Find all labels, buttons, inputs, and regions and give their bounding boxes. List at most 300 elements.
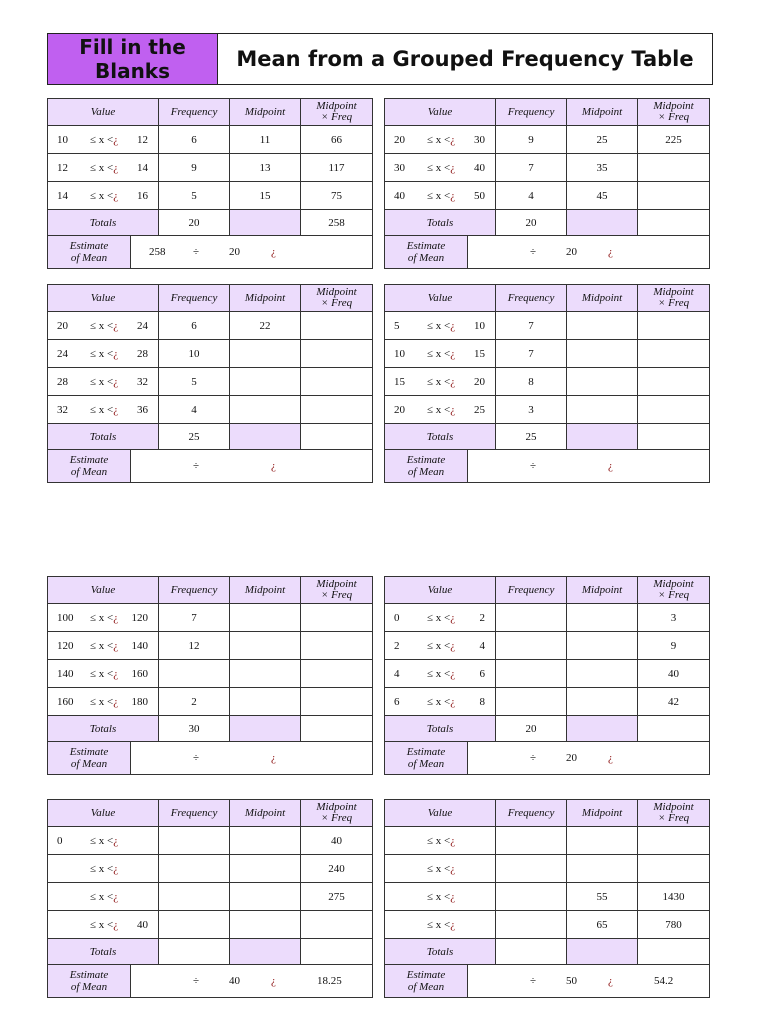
midpoint-cell[interactable]: 13 xyxy=(230,154,301,182)
class-interval-cell xyxy=(385,632,496,660)
midpoint-cell[interactable] xyxy=(567,632,638,660)
lower-bound[interactable]: 20 xyxy=(394,133,405,146)
midpoint-cell[interactable] xyxy=(567,688,638,716)
inequality-symbol: ≤ x <¿ xyxy=(427,133,456,146)
estimate-calculation xyxy=(131,965,373,998)
table-row xyxy=(48,855,373,883)
table-row xyxy=(48,604,373,632)
lower-bound[interactable]: 14 xyxy=(57,189,68,202)
estimate-result[interactable]: 18.25 xyxy=(317,975,342,987)
midpoint-x-freq-cell[interactable] xyxy=(301,340,373,368)
midpoint-x-freq-cell[interactable] xyxy=(301,312,373,340)
estimate-calculation xyxy=(131,450,373,483)
table-row xyxy=(48,911,373,939)
divide-symbol: ÷ xyxy=(530,460,537,472)
frequency-table-7 xyxy=(47,799,373,998)
upper-bound[interactable]: 30 xyxy=(474,133,486,146)
estimate-row xyxy=(385,965,710,998)
total-mxf-cell[interactable] xyxy=(638,424,710,450)
table-row xyxy=(385,632,710,660)
frequency-cell[interactable] xyxy=(159,911,230,939)
inequality-symbol: ≤ x <¿ xyxy=(90,189,119,202)
total-midpoint-blank xyxy=(230,939,301,965)
midpoint-cell[interactable]: 55 xyxy=(567,883,638,911)
midpoint-x-freq-cell[interactable] xyxy=(301,688,373,716)
class-interval-cell xyxy=(385,827,496,855)
mxf-header-line2: × Freq xyxy=(657,297,690,309)
midpoint-cell[interactable] xyxy=(567,604,638,632)
class-interval-cell xyxy=(385,660,496,688)
midpoint-cell[interactable] xyxy=(230,883,301,911)
divide-symbol: ÷ xyxy=(193,246,200,258)
estimate-row xyxy=(48,965,373,998)
midpoint-cell[interactable] xyxy=(567,660,638,688)
frequency-header: Frequency xyxy=(159,800,230,827)
class-interval-cell xyxy=(385,368,496,396)
frequency-cell[interactable] xyxy=(496,855,567,883)
table-row xyxy=(48,154,373,182)
total-mxf-cell[interactable]: 258 xyxy=(301,210,373,236)
lower-bound[interactable]: 20 xyxy=(57,319,68,332)
midpoint-x-freq-cell[interactable] xyxy=(638,154,710,182)
estimate-label: Estimate of Mean xyxy=(385,450,468,483)
estimate-result[interactable]: 54.2 xyxy=(654,975,674,987)
frequency-cell[interactable]: 6 xyxy=(159,312,230,340)
divide-symbol: ÷ xyxy=(530,752,537,764)
midpoint-x-freq-header xyxy=(301,285,373,312)
table-row xyxy=(385,911,710,939)
lower-bound[interactable]: 160 xyxy=(57,695,74,708)
equals-symbol: ¿ xyxy=(608,460,613,472)
midpoint-x-freq-cell[interactable]: 117 xyxy=(301,154,373,182)
estimate-denominator[interactable]: 20 xyxy=(566,246,577,258)
midpoint-cell[interactable] xyxy=(230,911,301,939)
totals-row xyxy=(48,424,373,450)
frequency-header: Frequency xyxy=(159,99,230,126)
midpoint-cell[interactable] xyxy=(230,368,301,396)
frequency-cell[interactable] xyxy=(496,632,567,660)
total-frequency-cell[interactable] xyxy=(496,939,567,965)
class-interval-cell xyxy=(385,396,496,424)
class-interval-cell xyxy=(385,126,496,154)
page-title: Mean from a Grouped Frequency Table xyxy=(236,47,694,71)
inequality-symbol: ≤ x <¿ xyxy=(427,319,456,332)
lower-bound[interactable]: 28 xyxy=(57,375,68,388)
midpoint-cell[interactable] xyxy=(567,855,638,883)
midpoint-x-freq-header xyxy=(638,800,710,827)
frequency-header: Frequency xyxy=(159,577,230,604)
upper-bound[interactable]: 36 xyxy=(137,403,149,416)
value-header: Value xyxy=(48,99,159,126)
mxf-header-line1: Midpoint xyxy=(653,286,694,298)
midpoint-x-freq-cell[interactable]: 9 xyxy=(638,632,710,660)
class-interval-cell xyxy=(385,911,496,939)
estimate-calculation xyxy=(468,450,710,483)
frequency-cell[interactable]: 7 xyxy=(159,604,230,632)
lower-bound[interactable]: 2 xyxy=(394,639,400,652)
equals-symbol: ¿ xyxy=(271,752,276,764)
divide-symbol: ÷ xyxy=(193,460,200,472)
frequency-cell[interactable] xyxy=(496,883,567,911)
total-frequency-cell[interactable]: 25 xyxy=(159,424,230,450)
frequency-cell[interactable] xyxy=(496,911,567,939)
totals-row xyxy=(385,716,710,742)
estimate-calculation xyxy=(468,742,710,775)
inequality-symbol: ≤ x <¿ xyxy=(427,189,456,202)
midpoint-x-freq-cell[interactable] xyxy=(638,182,710,210)
upper-bound[interactable]: 50 xyxy=(474,189,486,202)
upper-bound[interactable]: 140 xyxy=(131,639,149,652)
frequency-cell[interactable]: 7 xyxy=(496,154,567,182)
total-midpoint-blank xyxy=(230,716,301,742)
upper-bound[interactable]: 16 xyxy=(137,189,149,202)
class-interval-cell xyxy=(48,368,159,396)
class-interval-cell xyxy=(48,660,159,688)
frequency-table-1 xyxy=(47,98,373,269)
upper-bound[interactable]: 6 xyxy=(479,667,486,680)
class-interval-cell xyxy=(385,340,496,368)
value-header: Value xyxy=(48,285,159,312)
lower-bound[interactable]: 6 xyxy=(394,695,400,708)
upper-bound[interactable]: 40 xyxy=(137,918,149,931)
midpoint-cell[interactable] xyxy=(230,827,301,855)
lower-bound[interactable]: 120 xyxy=(57,639,74,652)
mxf-header-line1: Midpoint xyxy=(653,100,694,112)
upper-bound[interactable]: 2 xyxy=(479,611,486,624)
frequency-cell[interactable] xyxy=(496,660,567,688)
lower-bound[interactable]: 5 xyxy=(394,319,400,332)
mxf-header-line2: × Freq xyxy=(320,812,353,824)
midpoint-x-freq-header xyxy=(301,577,373,604)
totals-label: Totals xyxy=(48,210,159,236)
inequality-symbol: ≤ x <¿ xyxy=(427,862,456,875)
estimate-label: Estimate of Mean xyxy=(48,742,131,775)
equals-symbol: ¿ xyxy=(608,975,613,987)
estimate-label: Estimate of Mean xyxy=(385,965,468,998)
midpoint-cell[interactable] xyxy=(230,340,301,368)
upper-bound[interactable]: 25 xyxy=(474,403,486,416)
midpoint-x-freq-cell[interactable]: 225 xyxy=(638,126,710,154)
divide-symbol: ÷ xyxy=(193,975,200,987)
inequality-symbol: ≤ x <¿ xyxy=(427,161,456,174)
inequality-symbol: ≤ x <¿ xyxy=(90,834,119,847)
totals-row xyxy=(385,424,710,450)
upper-bound[interactable]: 32 xyxy=(137,375,149,388)
class-interval-cell xyxy=(48,855,159,883)
divide-symbol: ÷ xyxy=(530,975,537,987)
total-mxf-cell[interactable] xyxy=(638,939,710,965)
lower-bound[interactable]: 40 xyxy=(394,189,405,202)
frequency-cell[interactable]: 5 xyxy=(159,182,230,210)
equals-symbol: ¿ xyxy=(271,460,276,472)
table-row xyxy=(385,154,710,182)
midpoint-x-freq-cell[interactable] xyxy=(638,827,710,855)
estimate-label: Estimate of Mean xyxy=(385,236,468,269)
class-interval-cell xyxy=(48,126,159,154)
frequency-cell[interactable]: 4 xyxy=(496,182,567,210)
lower-bound[interactable]: 30 xyxy=(394,161,405,174)
total-mxf-cell[interactable] xyxy=(301,424,373,450)
table-row xyxy=(385,368,710,396)
total-frequency-cell[interactable]: 30 xyxy=(159,716,230,742)
total-frequency-cell[interactable] xyxy=(159,939,230,965)
midpoint-x-freq-header xyxy=(638,99,710,126)
inequality-symbol: ≤ x <¿ xyxy=(427,403,456,416)
total-frequency-cell[interactable]: 20 xyxy=(496,716,567,742)
midpoint-cell[interactable] xyxy=(567,396,638,424)
estimate-denominator[interactable]: 20 xyxy=(229,246,240,258)
divide-symbol: ÷ xyxy=(530,246,537,258)
frequency-header: Frequency xyxy=(159,285,230,312)
table-row xyxy=(385,396,710,424)
mxf-header-line2: × Freq xyxy=(657,589,690,601)
frequency-cell[interactable]: 6 xyxy=(159,126,230,154)
midpoint-cell[interactable]: 45 xyxy=(567,182,638,210)
midpoint-header: Midpoint xyxy=(567,800,638,827)
lower-bound[interactable]: 10 xyxy=(394,347,405,360)
inequality-symbol: ≤ x <¿ xyxy=(427,890,456,903)
estimate-calculation xyxy=(131,742,373,775)
midpoint-x-freq-cell[interactable]: 1430 xyxy=(638,883,710,911)
mxf-header-line2: × Freq xyxy=(320,111,353,123)
frequency-cell[interactable] xyxy=(159,883,230,911)
midpoint-x-freq-cell[interactable]: 40 xyxy=(301,827,373,855)
midpoint-x-freq-cell[interactable]: 42 xyxy=(638,688,710,716)
total-mxf-cell[interactable] xyxy=(301,939,373,965)
frequency-cell[interactable] xyxy=(496,604,567,632)
equals-symbol: ¿ xyxy=(608,752,613,764)
mxf-header-line1: Midpoint xyxy=(316,801,357,813)
class-interval-cell xyxy=(48,340,159,368)
midpoint-cell[interactable]: 35 xyxy=(567,154,638,182)
table-row xyxy=(48,340,373,368)
midpoint-x-freq-cell[interactable] xyxy=(638,855,710,883)
midpoint-x-freq-cell[interactable] xyxy=(301,660,373,688)
upper-bound[interactable]: 14 xyxy=(137,161,149,174)
table-row xyxy=(385,883,710,911)
value-header: Value xyxy=(48,800,159,827)
upper-bound[interactable]: 180 xyxy=(131,695,149,708)
mxf-header-line2: × Freq xyxy=(657,812,690,824)
frequency-header: Frequency xyxy=(496,99,567,126)
inequality-symbol: ≤ x <¿ xyxy=(90,862,119,875)
table-row xyxy=(48,827,373,855)
estimate-numerator[interactable]: 258 xyxy=(149,246,166,258)
class-interval-cell xyxy=(48,604,159,632)
equals-symbol: ¿ xyxy=(271,975,276,987)
totals-label: Totals xyxy=(385,210,496,236)
table-row xyxy=(385,604,710,632)
midpoint-header: Midpoint xyxy=(230,99,301,126)
total-frequency-cell[interactable]: 20 xyxy=(159,210,230,236)
lower-bound[interactable]: 140 xyxy=(57,667,74,680)
estimate-denominator[interactable]: 40 xyxy=(229,975,240,987)
midpoint-cell[interactable]: 25 xyxy=(567,126,638,154)
midpoint-cell[interactable] xyxy=(567,827,638,855)
upper-bound[interactable]: 4 xyxy=(479,639,486,652)
frequency-cell[interactable]: 7 xyxy=(496,340,567,368)
frequency-cell[interactable]: 12 xyxy=(159,632,230,660)
worksheet-header xyxy=(47,33,713,85)
upper-bound[interactable]: 28 xyxy=(137,347,149,360)
lower-bound[interactable]: 24 xyxy=(57,347,68,360)
totals-label: Totals xyxy=(48,716,159,742)
total-mxf-cell[interactable] xyxy=(638,716,710,742)
inequality-symbol: ≤ x <¿ xyxy=(90,161,119,174)
midpoint-header: Midpoint xyxy=(567,577,638,604)
total-mxf-cell[interactable] xyxy=(638,210,710,236)
totals-row xyxy=(48,939,373,965)
estimate-calculation xyxy=(468,965,710,998)
midpoint-cell[interactable] xyxy=(230,660,301,688)
mxf-header-line1: Midpoint xyxy=(316,578,357,590)
totals-row xyxy=(385,210,710,236)
totals-label: Totals xyxy=(385,939,496,965)
midpoint-x-freq-cell[interactable]: 40 xyxy=(638,660,710,688)
class-interval-cell xyxy=(385,688,496,716)
midpoint-cell[interactable]: 22 xyxy=(230,312,301,340)
frequency-cell[interactable] xyxy=(159,827,230,855)
frequency-cell[interactable] xyxy=(496,827,567,855)
lower-bound[interactable]: 4 xyxy=(394,667,400,680)
total-midpoint-blank xyxy=(567,939,638,965)
mxf-header-line1: Midpoint xyxy=(316,100,357,112)
upper-bound[interactable]: 12 xyxy=(137,133,149,146)
inequality-symbol: ≤ x <¿ xyxy=(427,834,456,847)
frequency-cell[interactable]: 5 xyxy=(159,368,230,396)
midpoint-cell[interactable] xyxy=(230,396,301,424)
upper-bound[interactable]: 20 xyxy=(474,375,486,388)
estimate-denominator[interactable]: 50 xyxy=(566,975,577,987)
midpoint-cell[interactable]: 65 xyxy=(567,911,638,939)
table-row xyxy=(48,368,373,396)
frequency-table-3 xyxy=(47,284,373,483)
frequency-cell[interactable]: 8 xyxy=(496,368,567,396)
table-row xyxy=(48,126,373,154)
midpoint-x-freq-cell[interactable]: 75 xyxy=(301,182,373,210)
inequality-symbol: ≤ x <¿ xyxy=(90,347,119,360)
midpoint-cell[interactable] xyxy=(230,855,301,883)
midpoint-cell[interactable] xyxy=(567,312,638,340)
lower-bound[interactable]: 0 xyxy=(57,834,63,847)
midpoint-cell[interactable]: 15 xyxy=(230,182,301,210)
midpoint-x-freq-cell[interactable] xyxy=(301,911,373,939)
midpoint-x-freq-cell[interactable] xyxy=(301,632,373,660)
upper-bound[interactable]: 8 xyxy=(479,695,486,708)
midpoint-cell[interactable] xyxy=(567,368,638,396)
total-mxf-cell[interactable] xyxy=(301,716,373,742)
upper-bound[interactable]: 10 xyxy=(474,319,486,332)
inequality-symbol: ≤ x <¿ xyxy=(90,375,119,388)
lower-bound[interactable]: 12 xyxy=(57,161,68,174)
upper-bound[interactable]: 120 xyxy=(131,611,149,624)
midpoint-x-freq-header xyxy=(301,99,373,126)
midpoint-header: Midpoint xyxy=(567,285,638,312)
class-interval-cell xyxy=(48,312,159,340)
inequality-symbol: ≤ x <¿ xyxy=(90,695,119,708)
lower-bound[interactable]: 32 xyxy=(57,403,68,416)
total-frequency-cell[interactable]: 25 xyxy=(496,424,567,450)
frequency-cell[interactable] xyxy=(159,660,230,688)
midpoint-x-freq-cell[interactable]: 66 xyxy=(301,126,373,154)
table-row xyxy=(48,660,373,688)
midpoint-x-freq-cell[interactable] xyxy=(638,396,710,424)
lower-bound[interactable]: 15 xyxy=(394,375,405,388)
frequency-cell[interactable]: 2 xyxy=(159,688,230,716)
frequency-cell[interactable]: 9 xyxy=(496,126,567,154)
value-header: Value xyxy=(48,577,159,604)
upper-bound[interactable]: 15 xyxy=(474,347,486,360)
table-row xyxy=(385,126,710,154)
lower-bound[interactable]: 100 xyxy=(57,611,74,624)
estimate-row xyxy=(48,450,373,483)
frequency-cell[interactable]: 9 xyxy=(159,154,230,182)
frequency-table-5 xyxy=(47,576,373,775)
midpoint-x-freq-cell[interactable] xyxy=(638,368,710,396)
midpoint-x-freq-cell[interactable] xyxy=(301,396,373,424)
inequality-symbol: ≤ x <¿ xyxy=(90,319,119,332)
table-row xyxy=(385,660,710,688)
frequency-cell[interactable] xyxy=(496,688,567,716)
midpoint-x-freq-cell[interactable]: 275 xyxy=(301,883,373,911)
class-interval-cell xyxy=(48,632,159,660)
midpoint-cell[interactable] xyxy=(230,632,301,660)
midpoint-x-freq-cell[interactable] xyxy=(301,604,373,632)
midpoint-header: Midpoint xyxy=(230,800,301,827)
value-header: Value xyxy=(385,285,496,312)
frequency-cell[interactable] xyxy=(159,855,230,883)
midpoint-cell[interactable] xyxy=(230,604,301,632)
midpoint-cell[interactable] xyxy=(567,340,638,368)
table-row xyxy=(48,182,373,210)
divide-symbol: ÷ xyxy=(193,752,200,764)
upper-bound[interactable]: 24 xyxy=(137,319,149,332)
upper-bound[interactable]: 160 xyxy=(131,667,149,680)
lower-bound[interactable]: 0 xyxy=(394,611,400,624)
midpoint-x-freq-cell[interactable]: 240 xyxy=(301,855,373,883)
midpoint-x-freq-cell[interactable]: 780 xyxy=(638,911,710,939)
midpoint-x-freq-cell[interactable]: 3 xyxy=(638,604,710,632)
midpoint-x-freq-cell[interactable] xyxy=(301,368,373,396)
midpoint-cell[interactable] xyxy=(230,688,301,716)
total-frequency-cell[interactable]: 20 xyxy=(496,210,567,236)
frequency-cell[interactable]: 3 xyxy=(496,396,567,424)
estimate-label: Estimate of Mean xyxy=(48,965,131,998)
frequency-cell[interactable]: 10 xyxy=(159,340,230,368)
lower-bound[interactable]: 20 xyxy=(394,403,405,416)
midpoint-cell[interactable]: 11 xyxy=(230,126,301,154)
mxf-header-line2: × Freq xyxy=(320,297,353,309)
table-row xyxy=(385,855,710,883)
table-row xyxy=(48,688,373,716)
upper-bound[interactable]: 40 xyxy=(474,161,486,174)
frequency-cell[interactable]: 4 xyxy=(159,396,230,424)
midpoint-header: Midpoint xyxy=(230,577,301,604)
estimate-denominator[interactable]: 20 xyxy=(566,752,577,764)
total-midpoint-blank xyxy=(230,424,301,450)
midpoint-x-freq-cell[interactable] xyxy=(638,340,710,368)
mxf-header-line1: Midpoint xyxy=(653,578,694,590)
table-row xyxy=(385,827,710,855)
lower-bound[interactable]: 10 xyxy=(57,133,68,146)
mxf-header-line1: Midpoint xyxy=(316,286,357,298)
frequency-cell[interactable]: 7 xyxy=(496,312,567,340)
class-interval-cell xyxy=(385,883,496,911)
class-interval-cell xyxy=(385,604,496,632)
totals-row xyxy=(385,939,710,965)
midpoint-x-freq-cell[interactable] xyxy=(638,312,710,340)
mxf-header-line2: × Freq xyxy=(657,111,690,123)
